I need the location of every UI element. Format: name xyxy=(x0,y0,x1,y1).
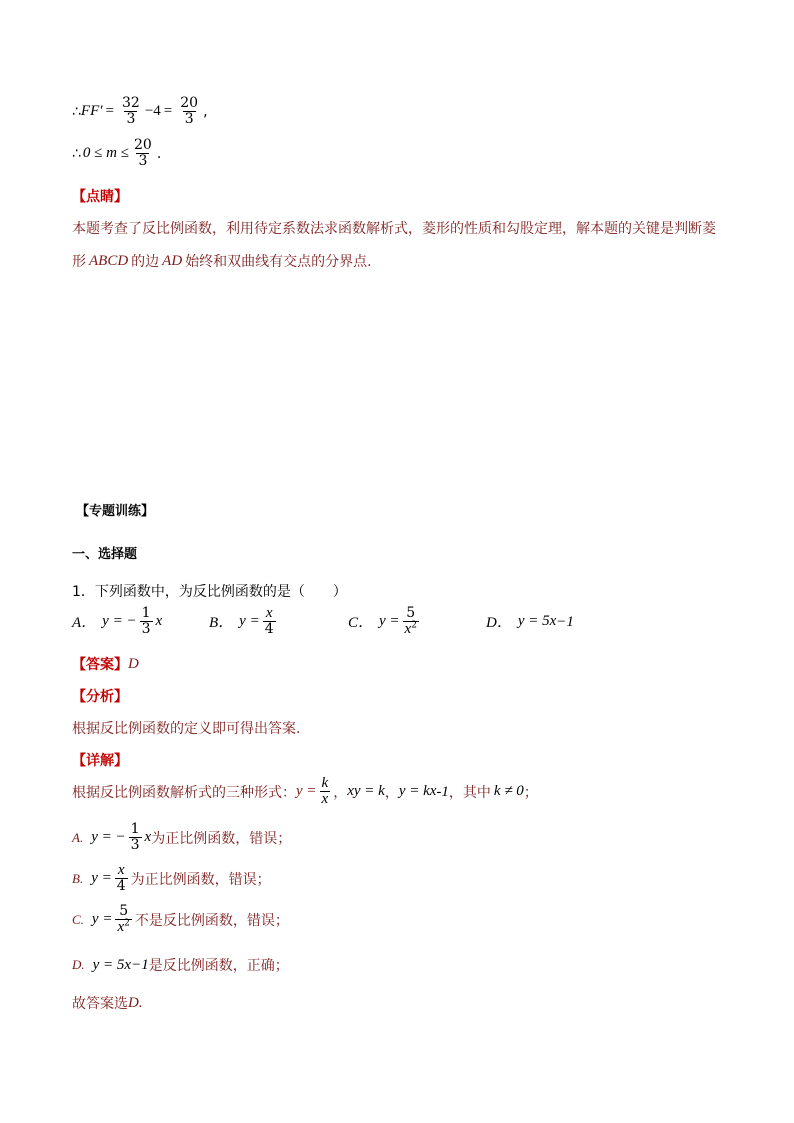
segment-ff: FF′ xyxy=(80,103,103,119)
conclusion-answer: D. xyxy=(128,994,143,1011)
training-heading: 【专题训练】 xyxy=(76,504,155,519)
equals-sign: = xyxy=(105,103,114,119)
question-1-options xyxy=(72,606,722,637)
conclusion-line: 故答案选 D. xyxy=(72,994,143,1012)
side-name: AD xyxy=(162,252,183,269)
question-1-stem: 1．下列函数中，为反比例函数的是（ ） xyxy=(72,584,347,600)
solution-line-ff: ∴ FF′ = $\frac{32}{3}$ −4 = $\frac{20}{3}$ , xyxy=(72,95,208,127)
range-expression: 0 ≤ m ≤ xyxy=(82,145,129,161)
analysis-label: 【分析】 xyxy=(72,689,128,705)
detail-intro-line: 根据反比例函数解析式的三种形式： y = $\frac{k}{x}$ ， xy = k ， y = kx -1 ，其中 k ≠ 0 ； xyxy=(72,775,538,807)
answer-line xyxy=(72,654,139,674)
analysis-text: 根据反比例函数的定义即可得出答案. xyxy=(72,721,301,737)
detail-item-a: A. y = − $\frac{1}{3}$ x 为正比例函数，错误； xyxy=(72,821,292,853)
fraction-20-3: $\frac{20}{3}$ xyxy=(133,137,152,169)
fraction-20-3: $\frac{20}{3}$ xyxy=(180,95,199,127)
comment-line-1: 本题考查了反比例函数，利用待定系数法求函数解析式，菱形的性质和勾股定理，解本题的关键是判断菱 xyxy=(72,221,716,237)
section-heading: 一、选择题 xyxy=(72,547,138,562)
equals-sign: = xyxy=(163,103,173,119)
minus-four: −4 xyxy=(144,103,161,119)
detail-item-b: B. y = $\frac{x}{4}$ 为正比例函数，错误； xyxy=(72,862,271,894)
solution-line-range: ∴ 0 ≤ m ≤ $\frac{20}{3}$ . xyxy=(72,137,162,169)
comment-line-2: 形 ABCD 的边 AD 始终和双曲线有交点的分界点. xyxy=(72,252,372,270)
detail-item-d: D. y = 5x −1 是反比例函数，正确； xyxy=(72,956,289,974)
answer-label: 【答案】 xyxy=(72,657,128,673)
option-b: B． y = $\frac{x}{4}$ xyxy=(209,605,274,637)
detail-item-c: C. y = $\frac{5}{x^2}$ 不是反比例函数，错误； xyxy=(72,903,289,935)
option-c: C． y = $\frac{5}{x^2}$ xyxy=(348,605,417,637)
answer-value: D xyxy=(128,655,139,672)
therefore-symbol: ∴ xyxy=(72,103,81,120)
fraction-32-3: $\frac{32}{3}$ xyxy=(122,95,140,127)
comment-label: 【点睛】 xyxy=(72,189,128,205)
rhombus-name: ABCD xyxy=(89,252,129,269)
option-a: A． y = − $\frac{1}{3}$ x xyxy=(72,605,163,637)
option-d: D． y = 5x −1 xyxy=(486,613,574,631)
therefore-symbol: ∴ xyxy=(72,145,81,162)
detail-label: 【详解】 xyxy=(72,753,128,769)
